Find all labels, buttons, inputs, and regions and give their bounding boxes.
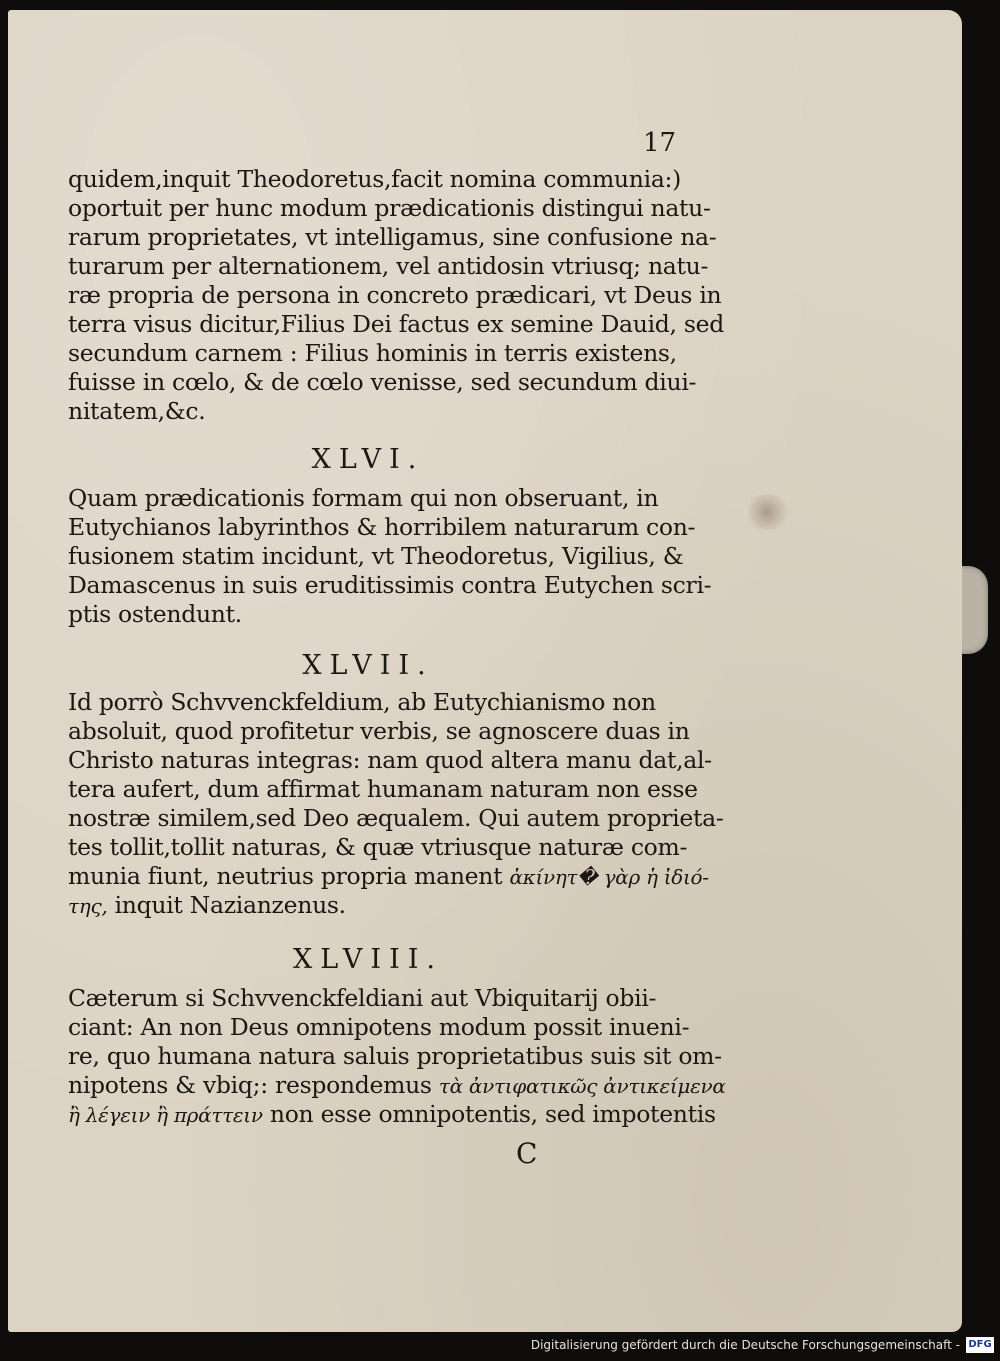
text-line: fuisse in cœlo, & de cœlo venisse, sed secundum diui- (68, 368, 697, 396)
text-line: ciant: An non Deus omnipotens modum possit inueni- (68, 1013, 690, 1041)
section-heading-xlvii: XLVII. (302, 650, 434, 681)
footer-bar (0, 1332, 1000, 1361)
text-line: Christo naturas integras: nam quod altera manu dat,al- (68, 746, 712, 774)
paragraph-2 (68, 484, 712, 629)
greek-text: της, (68, 894, 108, 918)
greek-text: τὰ ἀντιφατικῶς ἀντικείμενα (438, 1074, 726, 1098)
text-segment: munia fiunt, neutrius propria manent (68, 862, 503, 890)
section-heading-xlvi: XLVI. (311, 444, 425, 475)
text-line (68, 891, 688, 920)
dfg-logo-icon: DFG (966, 1337, 994, 1353)
text-line: ptis ostendunt. (68, 600, 242, 628)
text-line: turarum per alternationem, vel antidosin vtriusq; natu- (68, 252, 709, 280)
text-line: quidem,inquit Theodoretus,facit nomina communia:) (68, 165, 682, 193)
paragraph-3 (68, 688, 724, 920)
text-line (68, 862, 709, 891)
text-line: tera aufert, dum affirmat humanam naturam non esse (68, 775, 698, 803)
text-line: secundum carnem : Filius hominis in terris existens, (68, 339, 677, 367)
text-line (68, 1100, 716, 1129)
section-heading-xlviii: XLVIII. (292, 944, 444, 975)
text-line: rarum proprietates, vt intelligamus, sine confusione na- (68, 223, 717, 251)
text-line: absoluit, quod profitetur verbis, se agnoscere duas in (68, 717, 690, 745)
text-segment: inquit Nazianzenus. (114, 891, 346, 919)
text-line: terra visus dicitur,Filius Dei factus ex semine Dauid, sed (68, 310, 724, 338)
greek-text: ἀκίνητ� γὰρ ἡ ἰδιό- (509, 865, 709, 889)
text-line: tes tollit,tollit naturas, & quæ vtriusque naturæ com- (68, 833, 688, 861)
footer-credit: Digitalisierung gefördert durch die Deutsche Forschungsgemeinschaft - (530, 1338, 960, 1352)
paragraph-4 (68, 984, 726, 1129)
text-line: Damascenus in suis eruditissimis contra Eutychen scri- (68, 571, 712, 599)
text-line: nostræ similem,sed Deo æqualem. Qui autem proprieta- (68, 804, 724, 832)
text-line: nitatem,&c. (68, 397, 206, 425)
page-number: 17 (643, 128, 677, 158)
text-segment: nipotens & vbiq;: respondemus (68, 1071, 432, 1099)
signature-mark: C (516, 1137, 538, 1170)
text-line: Id porrò Schvvenckfeldium, ab Eutychianismo non (68, 688, 656, 716)
book-page (8, 10, 962, 1332)
text-line (68, 1071, 726, 1100)
text-line: ræ propria de persona in concreto prædicari, vt Deus in (68, 281, 722, 309)
text-line: oportuit per hunc modum prædicationis distingui natu- (68, 194, 711, 222)
text-line: fusionem statim incidunt, vt Theodoretus, Vigilius, & (68, 542, 684, 570)
greek-text: ἢ λέγειν ἢ πράττειν (68, 1103, 263, 1127)
text-line: re, quo humana natura saluis proprietatibus suis sit om- (68, 1042, 722, 1070)
text-line: Quam prædicationis formam qui non obseruant, in (68, 484, 659, 512)
text-segment: non esse omnipotentis, sed impotentis (269, 1100, 716, 1128)
paragraph-1 (68, 165, 724, 426)
paper-stain (743, 494, 791, 530)
text-line: Cæterum si Schvvenckfeldiani aut Vbiquitarij obii- (68, 984, 657, 1012)
text-line: Eutychianos labyrinthos & horribilem naturarum con- (68, 513, 696, 541)
